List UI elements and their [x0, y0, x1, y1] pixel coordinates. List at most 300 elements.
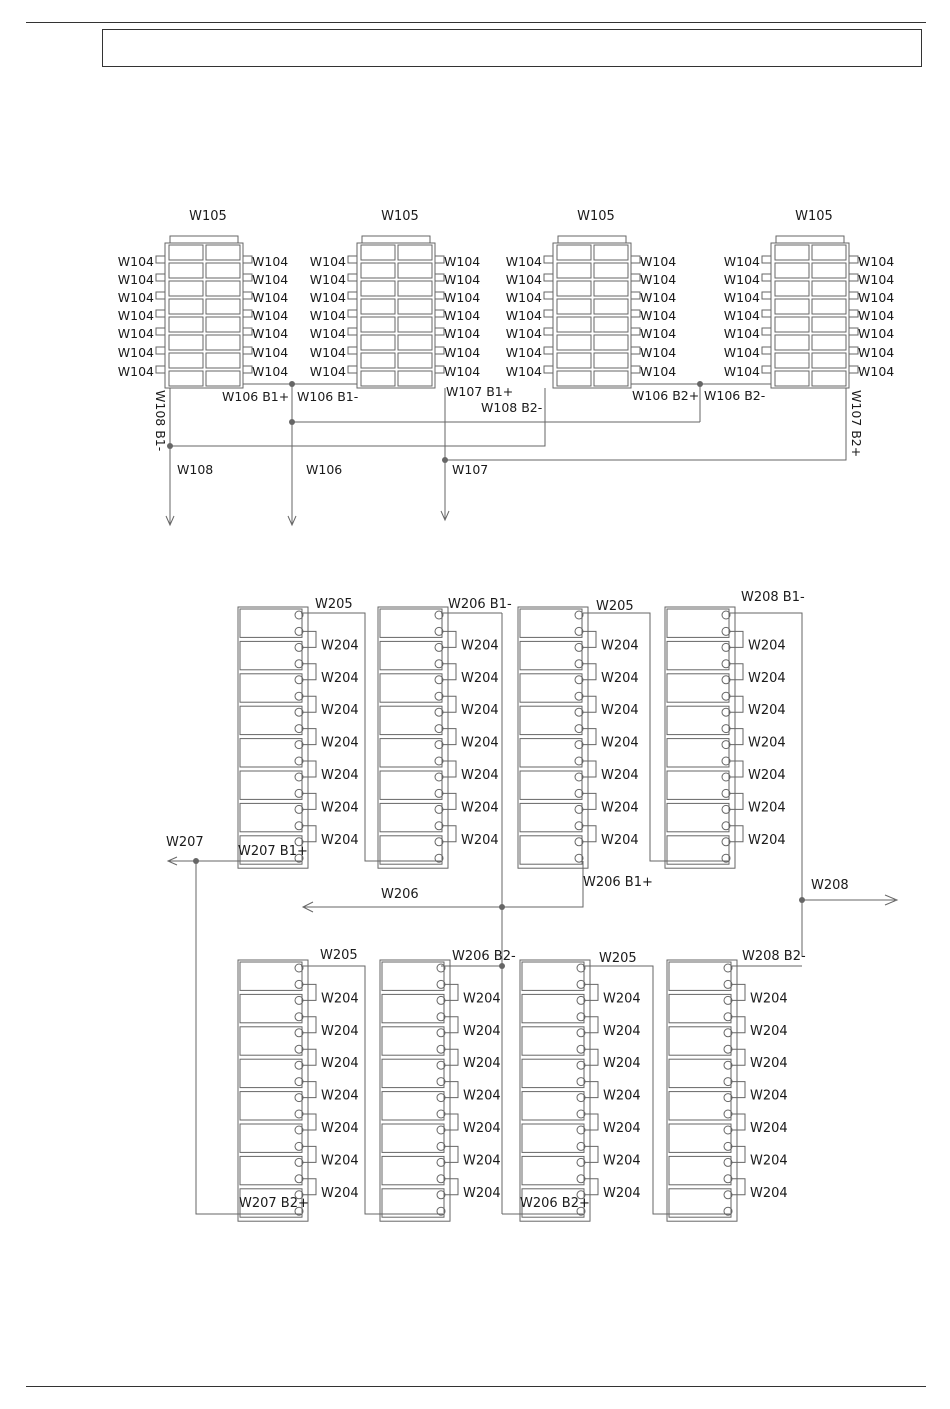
- w204-link: [730, 729, 743, 745]
- battery-cell: [169, 353, 203, 368]
- w104-label: W104: [444, 308, 481, 323]
- w204-label: W204: [750, 1088, 788, 1104]
- battery-module: [165, 243, 243, 388]
- w104-link: [348, 292, 357, 299]
- battery-cell: [520, 674, 582, 702]
- w104-link: [544, 292, 553, 299]
- w104-label: W104: [505, 364, 542, 379]
- w104-label: W104: [444, 272, 481, 287]
- w104-label: W104: [309, 308, 346, 323]
- battery-cell: [398, 353, 432, 368]
- w104-label: W104: [252, 272, 289, 287]
- w204-label: W204: [750, 1185, 788, 1201]
- battery-cell: [522, 1092, 584, 1120]
- battery-cell: [520, 739, 582, 767]
- battery-cell: [812, 335, 846, 350]
- w204-link: [732, 1114, 745, 1130]
- terminal-label: W106 B2+: [632, 388, 700, 403]
- w204-label: W204: [463, 1153, 501, 1169]
- battery-cell: [206, 371, 240, 386]
- w104-link: [435, 328, 444, 335]
- battery-cell: [667, 674, 729, 702]
- w204-label: W204: [321, 1121, 359, 1136]
- battery-cell: [169, 299, 203, 314]
- battery-cell: [169, 281, 203, 296]
- w204-link: [303, 1017, 316, 1033]
- battery-cell: [669, 994, 731, 1022]
- w104-link: [631, 328, 640, 335]
- w104-link: [156, 256, 165, 263]
- w104-label: W104: [858, 345, 895, 360]
- battery-cell: [594, 263, 628, 278]
- battery-cell: [361, 335, 395, 350]
- w204-label: W204: [461, 768, 499, 783]
- w204-label: W204: [748, 703, 786, 719]
- battery-cell: [775, 317, 809, 332]
- w204-label: W204: [603, 1088, 641, 1104]
- w104-label: W104: [444, 345, 481, 360]
- battery-cell: [206, 263, 240, 278]
- w204-link: [443, 696, 456, 712]
- battery-cell: [775, 281, 809, 296]
- terminal-label: W206 B1+: [583, 875, 653, 890]
- w104-link: [762, 292, 771, 299]
- w204-link: [443, 761, 456, 777]
- w204-label: W204: [321, 638, 359, 654]
- w204-label: W204: [750, 991, 788, 1007]
- w204-link: [303, 664, 316, 680]
- w104-link: [435, 292, 444, 299]
- battery-cell: [594, 245, 628, 260]
- w204-label: W204: [748, 638, 786, 654]
- lead-label: W207: [166, 835, 204, 850]
- battery-cell: [169, 263, 203, 278]
- battery-cell: [669, 1092, 731, 1120]
- battery-cell: [398, 299, 432, 314]
- w204-label: W204: [321, 1056, 359, 1072]
- battery-cell: [594, 299, 628, 314]
- battery-cell: [520, 641, 582, 669]
- battery-cell: [557, 299, 591, 314]
- w204-link: [303, 1049, 316, 1065]
- w204-link: [730, 826, 743, 842]
- w204-link: [730, 696, 743, 712]
- battery-cell: [557, 281, 591, 296]
- w104-label: W104: [640, 308, 677, 323]
- battery-module: [553, 243, 631, 388]
- w104-label: W104: [723, 290, 760, 305]
- battery-cell: [557, 317, 591, 332]
- battery-cell: [557, 335, 591, 350]
- w104-label: W104: [309, 364, 346, 379]
- terminal-label: W208 B1-: [741, 590, 805, 605]
- battery-cell: [206, 317, 240, 332]
- terminal-label: W106 B2-: [704, 388, 766, 403]
- w104-label: W104: [117, 272, 154, 287]
- battery-cell: [380, 771, 442, 799]
- w204-link: [443, 793, 456, 809]
- battery-cell: [522, 1156, 584, 1184]
- w104-link: [243, 274, 252, 281]
- battery-cell: [775, 245, 809, 260]
- w204-link: [303, 696, 316, 712]
- battery-cell: [812, 245, 846, 260]
- w104-link: [156, 310, 165, 317]
- w204-label: W204: [603, 1056, 641, 1072]
- w204-label: W204: [603, 1023, 641, 1039]
- w204-label: W204: [321, 703, 359, 719]
- w204-link: [583, 729, 596, 745]
- w204-link: [445, 1114, 458, 1130]
- w104-link: [435, 310, 444, 317]
- w104-label: W104: [723, 345, 760, 360]
- w204-link: [585, 1146, 598, 1162]
- battery-cell: [667, 771, 729, 799]
- w104-label: W104: [505, 254, 542, 269]
- battery-cell: [361, 299, 395, 314]
- battery-cell: [240, 803, 302, 831]
- battery-cell: [775, 299, 809, 314]
- w204-link: [583, 696, 596, 712]
- battery-cell: [206, 299, 240, 314]
- battery-cell: [669, 962, 731, 990]
- w104-link: [762, 310, 771, 317]
- battery-cell: [380, 803, 442, 831]
- battery-cell: [380, 609, 442, 637]
- w104-link: [762, 347, 771, 354]
- w104-link: [849, 310, 858, 317]
- battery-cell: [169, 317, 203, 332]
- w204-label: W204: [463, 991, 501, 1007]
- w104-link: [544, 366, 553, 373]
- w104-link: [348, 310, 357, 317]
- w104-label: W104: [505, 272, 542, 287]
- w104-link: [849, 328, 858, 335]
- w204-label: W204: [321, 768, 359, 783]
- w204-link: [732, 984, 745, 1000]
- w204-link: [445, 1017, 458, 1033]
- terminal-label: W207 B1+: [238, 844, 308, 859]
- w104-label: W104: [858, 364, 895, 379]
- w204-link: [443, 664, 456, 680]
- w104-label: W104: [117, 326, 154, 341]
- battery-cell: [775, 371, 809, 386]
- w104-label: W104: [858, 272, 895, 287]
- battery-cell: [240, 1156, 302, 1184]
- battery-cell: [382, 1059, 444, 1087]
- w105-label: W105: [189, 209, 227, 224]
- lead-label: W107: [452, 462, 489, 477]
- w104-link: [762, 256, 771, 263]
- battery-cell: [594, 335, 628, 350]
- battery-cell: [520, 836, 582, 864]
- battery-cell: [520, 609, 582, 637]
- w204-link: [583, 793, 596, 809]
- w204-link: [303, 1179, 316, 1195]
- w105-bracket: [362, 236, 430, 243]
- w204-link: [303, 793, 316, 809]
- junction-dot: [289, 419, 295, 425]
- w104-label: W104: [309, 345, 346, 360]
- w204-label: W204: [463, 1088, 501, 1104]
- terminal-label: W206 B2+: [520, 1196, 590, 1211]
- w104-link: [243, 256, 252, 263]
- w104-label: W104: [723, 308, 760, 323]
- w104-label: W104: [117, 345, 154, 360]
- w104-link: [156, 347, 165, 354]
- w104-link: [544, 274, 553, 281]
- w104-link: [348, 347, 357, 354]
- battery-cell: [669, 1027, 731, 1055]
- w204-link: [445, 1179, 458, 1195]
- w104-label: W104: [444, 326, 481, 341]
- w104-link: [762, 328, 771, 335]
- w204-link: [583, 826, 596, 842]
- w104-label: W104: [444, 254, 481, 269]
- w104-label: W104: [252, 308, 289, 323]
- battery-cell: [169, 371, 203, 386]
- battery-cell: [361, 317, 395, 332]
- battery-cell: [382, 962, 444, 990]
- battery-cell: [520, 706, 582, 734]
- w104-label: W104: [252, 254, 289, 269]
- battery-cell: [169, 335, 203, 350]
- w204-link: [730, 631, 743, 647]
- battery-cell: [398, 263, 432, 278]
- w104-link: [849, 292, 858, 299]
- w204-link: [583, 761, 596, 777]
- w104-link: [156, 328, 165, 335]
- w204-label: W204: [601, 670, 639, 686]
- battery-cell: [206, 335, 240, 350]
- battery-cell: [169, 245, 203, 260]
- w104-label: W104: [640, 290, 677, 305]
- w204-label: W204: [461, 800, 499, 816]
- w207-lead: [196, 861, 301, 1214]
- w204-link: [585, 1049, 598, 1065]
- battery-cell: [594, 317, 628, 332]
- lead-label: W108: [177, 462, 214, 477]
- w204-label: W204: [321, 1088, 359, 1104]
- w204-label: W204: [750, 1056, 788, 1072]
- w204-label: W204: [321, 670, 359, 686]
- battery-cell: [667, 706, 729, 734]
- w104-link: [849, 274, 858, 281]
- battery-cell: [812, 317, 846, 332]
- battery-cell: [382, 1189, 444, 1217]
- battery-cell: [361, 245, 395, 260]
- w104-link: [631, 292, 640, 299]
- w204-link: [585, 984, 598, 1000]
- battery-cell: [775, 353, 809, 368]
- battery-cell: [667, 641, 729, 669]
- w204-label: W204: [321, 1185, 359, 1201]
- w104-label: W104: [505, 326, 542, 341]
- w208-b1-lead: [729, 613, 802, 956]
- battery-cell: [398, 245, 432, 260]
- battery-cell: [240, 641, 302, 669]
- w204-link: [303, 729, 316, 745]
- battery-cell: [240, 739, 302, 767]
- terminal-label: W206 B1-: [448, 597, 512, 612]
- terminal-label: W108 B1-: [153, 390, 168, 452]
- w104-link: [243, 366, 252, 373]
- w204-link: [732, 1049, 745, 1065]
- battery-cell: [240, 674, 302, 702]
- terminal-label: W106 B1+: [222, 389, 290, 404]
- battery-cell: [522, 1059, 584, 1087]
- w104-label: W104: [252, 290, 289, 305]
- w204-link: [730, 761, 743, 777]
- w204-label: W204: [601, 735, 639, 751]
- w104-link: [631, 347, 640, 354]
- battery-cell: [812, 299, 846, 314]
- w104-link: [435, 274, 444, 281]
- w104-label: W104: [640, 364, 677, 379]
- w204-link: [445, 984, 458, 1000]
- battery-cell: [382, 1027, 444, 1055]
- w204-link: [303, 761, 316, 777]
- lead-label: W106: [306, 462, 343, 477]
- w104-link: [156, 292, 165, 299]
- w204-label: W204: [601, 800, 639, 816]
- battery-cell: [240, 962, 302, 990]
- battery-module: [771, 243, 849, 388]
- w105-label: W105: [577, 209, 615, 224]
- terminal-label: W208 B2-: [742, 949, 806, 964]
- battery-cell: [380, 674, 442, 702]
- w204-label: W204: [603, 1121, 641, 1136]
- w204-label: W204: [750, 1153, 788, 1169]
- w104-label: W104: [444, 290, 481, 305]
- w204-link: [585, 1082, 598, 1098]
- w204-link: [445, 1049, 458, 1065]
- w104-label: W104: [309, 326, 346, 341]
- battery-cell: [522, 1124, 584, 1152]
- battery-cell: [382, 994, 444, 1022]
- w204-label: W204: [463, 1185, 501, 1201]
- battery-cell: [240, 609, 302, 637]
- w104-label: W104: [640, 326, 677, 341]
- terminal-label: W107 B1+: [446, 384, 514, 399]
- w204-link: [303, 984, 316, 1000]
- w204-label: W204: [321, 1153, 359, 1169]
- battery-cell: [812, 371, 846, 386]
- w204-label: W204: [601, 832, 639, 848]
- terminal-label: W106 B1-: [297, 389, 359, 404]
- w204-label: W204: [601, 703, 639, 719]
- w104-label: W104: [309, 290, 346, 305]
- w104-link: [631, 274, 640, 281]
- battery-cell: [522, 1027, 584, 1055]
- w104-link: [544, 328, 553, 335]
- battery-cell: [361, 263, 395, 278]
- battery-cell: [812, 281, 846, 296]
- battery-cell: [240, 1027, 302, 1055]
- junction-dot: [799, 897, 805, 903]
- w104-link: [435, 366, 444, 373]
- w204-link: [732, 1017, 745, 1033]
- w104-link: [762, 274, 771, 281]
- battery-cell: [669, 1189, 731, 1217]
- battery-cell: [520, 771, 582, 799]
- w204-link: [585, 1017, 598, 1033]
- w204-label: W204: [321, 991, 359, 1007]
- w104-label: W104: [640, 254, 677, 269]
- battery-cell: [667, 609, 729, 637]
- w204-label: W204: [601, 768, 639, 783]
- w204-link: [585, 1114, 598, 1130]
- w204-link: [583, 631, 596, 647]
- w104-label: W104: [309, 254, 346, 269]
- w104-label: W104: [858, 326, 895, 341]
- w104-link: [243, 347, 252, 354]
- battery-cell: [594, 371, 628, 386]
- battery-cell: [557, 245, 591, 260]
- w104-label: W104: [505, 290, 542, 305]
- w104-label: W104: [444, 364, 481, 379]
- w104-link: [544, 310, 553, 317]
- w104-label: W104: [252, 345, 289, 360]
- battery-cell: [522, 994, 584, 1022]
- w104-link: [849, 347, 858, 354]
- w204-link: [445, 1082, 458, 1098]
- w204-link: [443, 631, 456, 647]
- w105-bracket: [776, 236, 844, 243]
- w104-link: [156, 366, 165, 373]
- battery-cell: [380, 836, 442, 864]
- battery-cell: [812, 263, 846, 278]
- w104-label: W104: [723, 254, 760, 269]
- battery-cell: [361, 353, 395, 368]
- w104-label: W104: [117, 254, 154, 269]
- w104-link: [156, 274, 165, 281]
- w104-link: [849, 256, 858, 263]
- w204-label: W204: [603, 991, 641, 1007]
- battery-cell: [240, 771, 302, 799]
- w204-link: [443, 729, 456, 745]
- w204-label: W204: [748, 735, 786, 751]
- w104-link: [762, 366, 771, 373]
- w104-link: [631, 256, 640, 263]
- w204-label: W204: [603, 1153, 641, 1169]
- w104-link: [544, 256, 553, 263]
- battery-cell: [667, 739, 729, 767]
- w104-label: W104: [723, 364, 760, 379]
- w204-label: W204: [748, 670, 786, 686]
- battery-cell: [557, 263, 591, 278]
- battery-cell: [206, 353, 240, 368]
- w204-label: W204: [750, 1023, 788, 1039]
- terminal-label: W206 B2-: [452, 949, 516, 964]
- battery-cell: [667, 836, 729, 864]
- battery-module: [357, 243, 435, 388]
- w104-label: W104: [505, 308, 542, 323]
- battery-cell: [240, 1059, 302, 1087]
- w104-label: W104: [640, 272, 677, 287]
- battery-cell: [240, 1092, 302, 1120]
- w104-label: W104: [723, 326, 760, 341]
- w105-bracket: [558, 236, 626, 243]
- lead-label: W206: [381, 887, 419, 902]
- w104-label: W104: [858, 254, 895, 269]
- w204-label: W204: [750, 1121, 788, 1136]
- battery-cell: [667, 803, 729, 831]
- w105-label: W105: [381, 209, 419, 224]
- battery-cell: [380, 706, 442, 734]
- battery-cell: [669, 1124, 731, 1152]
- w105-bracket: [170, 236, 238, 243]
